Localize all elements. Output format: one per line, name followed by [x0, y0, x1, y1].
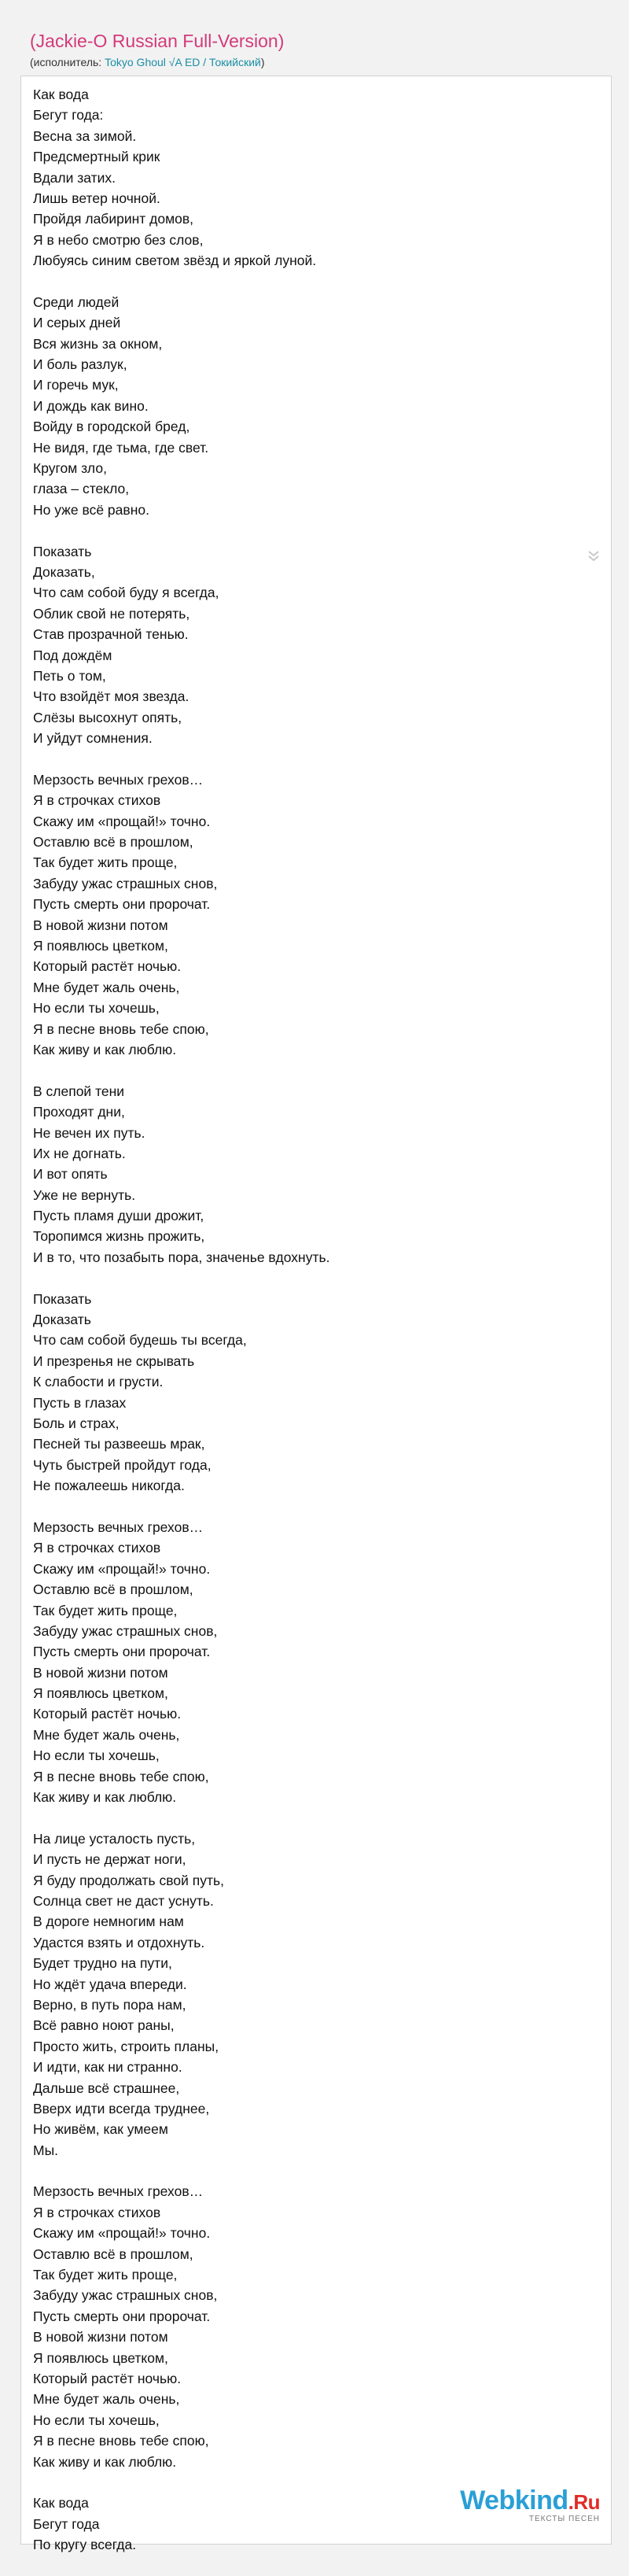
lyric-line: Чуть быстрей пройдут года,	[33, 1456, 212, 1473]
stanza	[33, 1081, 329, 1268]
lyric-line: И дождь как вино.	[33, 397, 149, 414]
lyric-line: Солнца свет не даст уснуть.	[33, 1892, 214, 1909]
lyric-line: Бегут года	[33, 2515, 100, 2532]
lyric-line: Удастся взять и отдохнуть.	[33, 1934, 205, 1950]
lyric-line: Оставлю всё в прошлом,	[33, 1581, 193, 1598]
site-logo[interactable]	[460, 2486, 600, 2523]
lyric-line: Войду в городской бред,	[33, 419, 190, 435]
lyric-line: И горечь мук,	[33, 377, 119, 393]
lyric-line: В новой жизни потом	[33, 2329, 168, 2345]
lyric-line: Вся жизнь за окном,	[33, 335, 163, 352]
lyric-line: Показать	[33, 1290, 92, 1307]
lyric-line: Мне будет жаль очень,	[33, 1726, 180, 1743]
lyric-line: Что сам собой буду я всегда,	[33, 585, 219, 601]
lyric-line: В новой жизни потом	[33, 917, 168, 933]
lyric-line: Так будет жить проще,	[33, 2267, 178, 2283]
lyric-line: Мерзость вечных грехов…	[33, 1519, 204, 1535]
lyric-line: И идти, как ни странно.	[33, 2059, 182, 2076]
lyric-line: Я в песне вновь тебе спою,	[33, 2433, 209, 2449]
lyric-line: Что сам собой будешь ты всегда,	[33, 1332, 247, 1349]
lyric-line: Как живу и как люблю.	[33, 1041, 177, 1057]
lyric-line: Скажу им «прощай!» точно.	[33, 813, 211, 829]
lyric-line: Дальше всё страшнее,	[33, 2080, 180, 2096]
lyric-line: Я в песне вновь тебе спою,	[33, 1768, 209, 1784]
logo-tagline: ТЕКСТЫ ПЕСЕН	[528, 2515, 600, 2523]
lyric-line: Который растёт ночью.	[33, 1706, 182, 1722]
lyric-line: Я появлюсь цветком,	[33, 1685, 168, 1702]
lyric-line: Просто жить, строить планы,	[33, 2038, 219, 2054]
lyric-line: Не видя, где тьма, где свет.	[33, 439, 209, 456]
lyric-line: Так будет жить проще,	[33, 854, 178, 871]
lyric-line: Пройдя лабиринт домов,	[33, 211, 194, 227]
lyric-line: Пусть смерть они пророчат.	[33, 896, 211, 913]
lyric-line: Оставлю всё в прошлом,	[33, 2246, 193, 2262]
lyric-line: Но уже всё равно.	[33, 501, 149, 518]
lyric-line: Забуду ужас страшных снов,	[33, 1622, 218, 1639]
lyric-line: Я буду продолжать свой путь,	[33, 1872, 224, 1888]
lyric-line: Верно, в путь пора нам,	[33, 1996, 186, 2013]
lyric-line: Не вечен их путь.	[33, 1124, 145, 1141]
lyric-line: Любуясь синим светом звёзд и яркой луной.	[33, 253, 317, 269]
lyric-line: Который растёт ночью.	[33, 2370, 182, 2386]
lyric-line: Как вода	[33, 2495, 89, 2511]
lyric-line: Кругом зло,	[33, 460, 107, 477]
performer-suffix: )	[260, 56, 265, 68]
lyric-line: Вдали затих.	[33, 169, 116, 186]
lyric-line: И серых дней	[33, 315, 121, 331]
lyric-line: Слёзы высохнут опять,	[33, 709, 182, 725]
lyric-line: Под дождём	[33, 647, 112, 663]
lyric-line: Так будет жить проще,	[33, 1602, 178, 1618]
lyric-line: В слепой тени	[33, 1083, 125, 1099]
logo-tld: .Ru	[568, 2490, 600, 2514]
lyric-line: Мне будет жаль очень,	[33, 979, 180, 995]
lyric-line: Уже не вернуть.	[33, 1187, 136, 1203]
song-title: (Jackie-O Russian Full-Version)	[30, 31, 285, 51]
page-header	[30, 30, 284, 69]
lyric-line: Став прозрачной тенью.	[33, 626, 189, 643]
lyric-line: Но живём, как умеем	[33, 2121, 168, 2138]
lyric-line: Который растёт ночью.	[33, 958, 182, 975]
lyrics-body	[33, 84, 329, 2576]
lyric-line: Среди людей	[33, 293, 120, 310]
lyric-line: Я в небо смотрю без слов,	[33, 231, 204, 248]
performer-line	[30, 55, 284, 69]
lyric-line: Пусть в глазах	[33, 1394, 127, 1411]
lyric-line: Но если ты хочешь,	[33, 2412, 160, 2428]
lyric-line: Доказать,	[33, 563, 95, 580]
lyric-line: Я в строчках стихов	[33, 2204, 161, 2220]
lyric-line: Будет трудно на пути,	[33, 1955, 172, 1972]
stanza	[33, 1289, 329, 1497]
performer-prefix: (исполнитель:	[30, 56, 105, 68]
lyric-line: Я в песне вновь тебе спою,	[33, 1020, 209, 1037]
lyrics-panel	[20, 76, 612, 2553]
lyric-line: Забуду ужас страшных снов,	[33, 2287, 218, 2304]
lyric-line: Мы.	[33, 2142, 59, 2158]
lyric-line: Бегут года:	[33, 107, 104, 124]
lyric-line: Но если ты хочешь,	[33, 1747, 160, 1764]
lyric-line: Мерзость вечных грехов…	[33, 771, 204, 788]
lyric-line: Скажу им «прощай!» точно.	[33, 2225, 211, 2242]
stanza	[33, 2493, 329, 2555]
lyric-line: Оставлю всё в прошлом,	[33, 834, 193, 851]
lyric-line: По кругу всегда.	[33, 2537, 137, 2553]
lyric-line: И пусть не держат ноги,	[33, 1851, 186, 1868]
stanza	[33, 1829, 329, 2161]
lyric-line: Весна за зимой.	[33, 127, 137, 144]
lyric-line: Как вода	[33, 87, 89, 102]
logo-main-text: Webkind	[460, 2486, 568, 2515]
lyric-line: И вот опять	[33, 1166, 108, 1183]
lyric-line: Торопимся жизнь прожить,	[33, 1228, 205, 1245]
double-chevron-down-icon[interactable]	[586, 548, 601, 564]
stanza	[33, 541, 329, 749]
lyric-line: Я появлюсь цветком,	[33, 2349, 168, 2366]
stanza	[33, 292, 329, 520]
lyric-line: Я появлюсь цветком,	[33, 938, 168, 954]
lyric-line: В дороге немногим нам	[33, 1914, 184, 1930]
performer-link[interactable]: Tokyo Ghoul √A ED / Токийский	[105, 56, 261, 68]
lyric-line: Проходят дни,	[33, 1104, 125, 1120]
lyric-line: Я в строчках стихов	[33, 1540, 161, 1556]
lyric-line: Пусть пламя души дрожит,	[33, 1208, 204, 1224]
lyric-line: И уйдут сомнения.	[33, 730, 153, 747]
lyric-line: Доказать	[33, 1312, 91, 1328]
lyric-line: И боль разлук,	[33, 356, 127, 373]
stanza	[33, 2181, 329, 2471]
stanza	[33, 1517, 329, 1807]
lyric-line: Как живу и как люблю.	[33, 2453, 177, 2470]
lyric-line: Показать	[33, 543, 92, 559]
stanza	[33, 84, 329, 271]
lyric-line: Не пожалеешь никогда.	[33, 1478, 185, 1494]
lyric-line: Что взойдёт моя звезда.	[33, 688, 189, 705]
lyric-line: На лице усталость пусть,	[33, 1830, 196, 1847]
lyric-line: Предсмертный крик	[33, 149, 160, 165]
lyric-line: Но если ты хочешь,	[33, 1000, 160, 1017]
lyric-line: Облик свой не потерять,	[33, 605, 190, 622]
lyric-line: Боль и страх,	[33, 1415, 120, 1431]
lyric-line: Как живу и как люблю.	[33, 1789, 177, 1806]
lyric-line: Вверх идти всегда труднее,	[33, 2100, 210, 2117]
lyric-line: Их не догнать.	[33, 1145, 126, 1161]
lyric-line: Скажу им «прощай!» точно.	[33, 1560, 211, 1577]
logo-wordmark	[460, 2486, 600, 2516]
lyric-line: Пусть смерть они пророчат.	[33, 2308, 211, 2324]
lyric-line: Лишь ветер ночной.	[33, 190, 160, 206]
lyric-line: Пусть смерть они пророчат.	[33, 1644, 211, 1660]
lyric-line: Я в строчках стихов	[33, 792, 161, 809]
lyric-line: К слабости и грусти.	[33, 1374, 164, 1390]
lyric-line: Мне будет жаль очень,	[33, 2391, 180, 2408]
lyric-line: Петь о том,	[33, 667, 106, 684]
lyric-line: В новой жизни потом	[33, 1664, 168, 1681]
lyric-line: глаза – стекло,	[33, 481, 130, 497]
lyric-line: Но ждёт удача впереди.	[33, 1976, 187, 1992]
lyric-line: Мерзость вечных грехов…	[33, 2183, 204, 2200]
stanza	[33, 769, 329, 1060]
lyric-line: Всё равно ноют раны,	[33, 2017, 175, 2034]
lyric-line: Песней ты развеешь мрак,	[33, 1436, 205, 1452]
lyric-line: И презренья не скрывать	[33, 1353, 195, 1369]
lyric-line: Забуду ужас страшных снов,	[33, 875, 218, 891]
lyric-line: И в то, что позабыть пора, значенье вдохнуть.	[33, 1249, 330, 1265]
